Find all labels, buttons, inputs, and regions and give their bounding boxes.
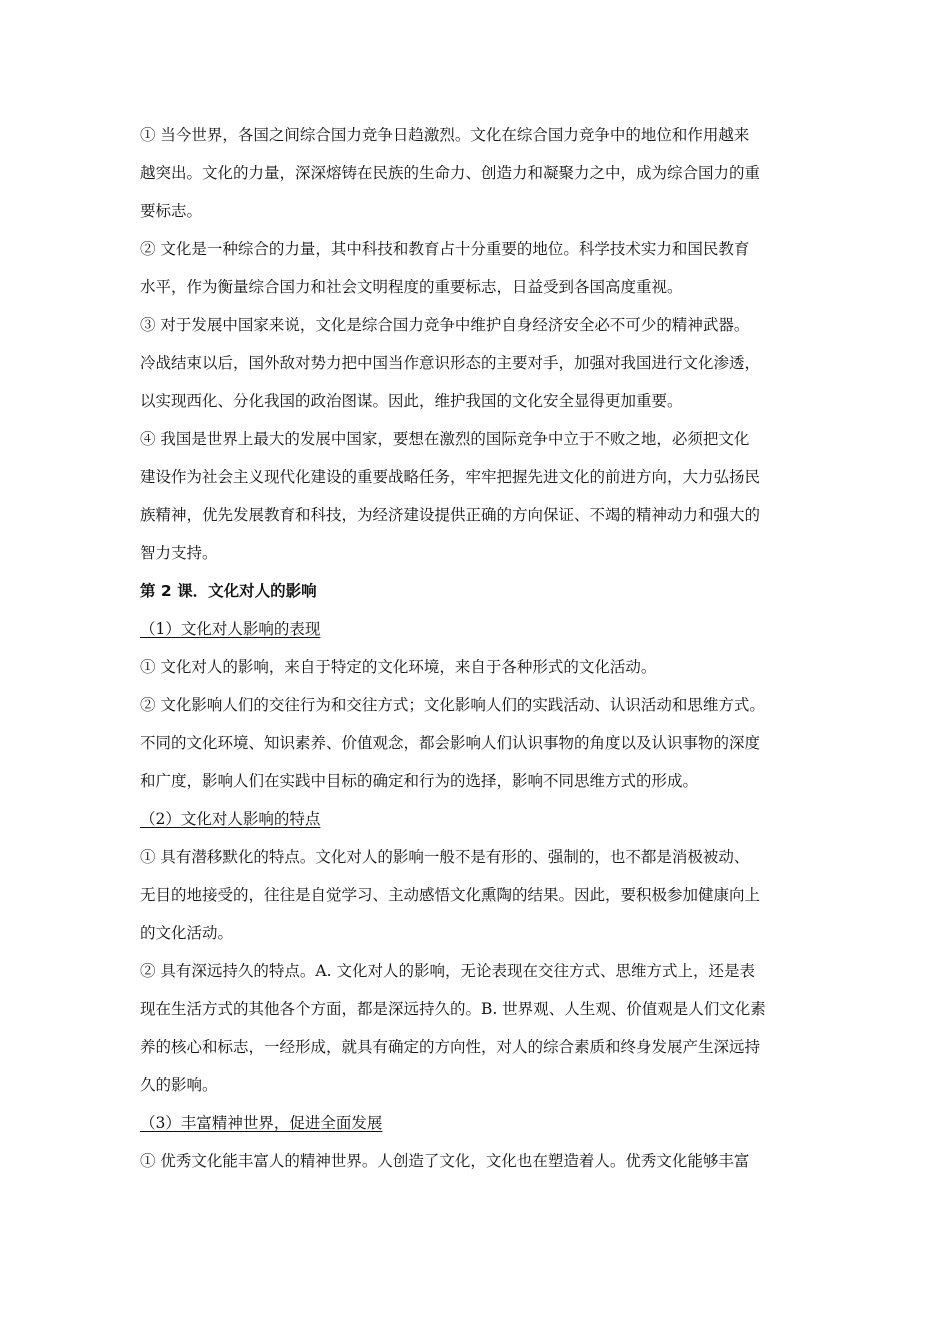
paragraph-line: ① 优秀文化能丰富人的精神世界。人创造了文化，文化也在塑造着人。优秀文化能够丰富 xyxy=(140,1152,750,1170)
paragraph-line: ③ 对于发展中国家来说，文化是综合国力竞争中维护自身经济安全必不可少的精神武器。 xyxy=(140,316,750,334)
paragraph-line: 智力支持。 xyxy=(140,544,218,562)
lesson-heading: 第 2 课．文化对人的影响 xyxy=(140,582,317,600)
paragraph-line: 养的核心和标志，一经形成，就具有确定的方向性，对人的综合素质和终身发展产生深远持 xyxy=(140,1038,761,1056)
paragraph-line: 和广度，影响人们在实践中目标的确定和行为的选择，影响不同思维方式的形成。 xyxy=(140,772,699,790)
paragraph-line: ① 文化对人的影响，来自于特定的文化环境，来自于各种形式的文化活动。 xyxy=(140,658,657,676)
paragraph-line: ① 具有潜移默化的特点。文化对人的影响一般不是有形的、强制的，也不都是消极被动、 xyxy=(140,848,750,866)
paragraph-line: 不同的文化环境、知识素养、价值观念，都会影响人们认识事物的角度以及认识事物的深度 xyxy=(140,734,761,752)
paragraph-line: 越突出。文化的力量，深深熔铸在民族的生命力、创造力和凝聚力之中，成为综合国力的重 xyxy=(140,164,761,182)
paragraph-line: 无目的地接受的，往往是自觉学习、主动感悟文化熏陶的结果。因此，要积极参加健康向上 xyxy=(140,886,761,904)
paragraph-line: ② 具有深远持久的特点。A. 文化对人的影响，无论表现在交往方式、思维方式上，还是表 xyxy=(140,962,755,980)
paragraph-line: ② 文化影响人们的交往行为和交往方式；文化影响人们的实践活动、认识活动和思维方式。 xyxy=(140,696,765,714)
paragraph-line: 水平，作为衡量综合国力和社会文明程度的重要标志，日益受到各国高度重视。 xyxy=(140,278,683,296)
paragraph-line: 建设作为社会主义现代化建设的重要战略任务，牢牢把握先进文化的前进方向，大力弘扬民 xyxy=(140,468,761,486)
paragraph-line: 现在生活方式的其他各个方面，都是深远持久的。B. 世界观、人生观、价值观是人们文化素 xyxy=(140,1000,766,1018)
paragraph-line: 冷战结束以后，国外敌对势力把中国当作意识形态的主要对手，加强对我国进行文化渗透， xyxy=(140,354,761,372)
paragraph-line: 族精神，优先发展教育和科技，为经济建设提供正确的方向保证、不竭的精神动力和强大的 xyxy=(140,506,761,524)
paragraph-line: ④ 我国是世界上最大的发展中国家，要想在激烈的国际竞争中立于不败之地，必须把文化 xyxy=(140,430,750,448)
paragraph-line: 久的影响。 xyxy=(140,1076,218,1094)
paragraph-line: 要标志。 xyxy=(140,202,203,220)
section-subheading: （1）文化对人影响的表现 xyxy=(140,620,321,638)
paragraph-line: ② 文化是一种综合的力量，其中科技和教育占十分重要的地位。科学技术实力和国民教育 xyxy=(140,240,750,258)
paragraph-line: ① 当今世界，各国之间综合国力竞争日趋激烈。文化在综合国力竞争中的地位和作用越来 xyxy=(140,126,750,144)
paragraph-line: 的文化活动。 xyxy=(140,924,234,942)
paragraph-line: 以实现西化、分化我国的政治图谋。因此，维护我国的文化安全显得更加重要。 xyxy=(140,392,683,410)
section-subheading: （2）文化对人影响的特点 xyxy=(140,810,321,828)
section-subheading: （3）丰富精神世界，促进全面发展 xyxy=(140,1114,383,1132)
